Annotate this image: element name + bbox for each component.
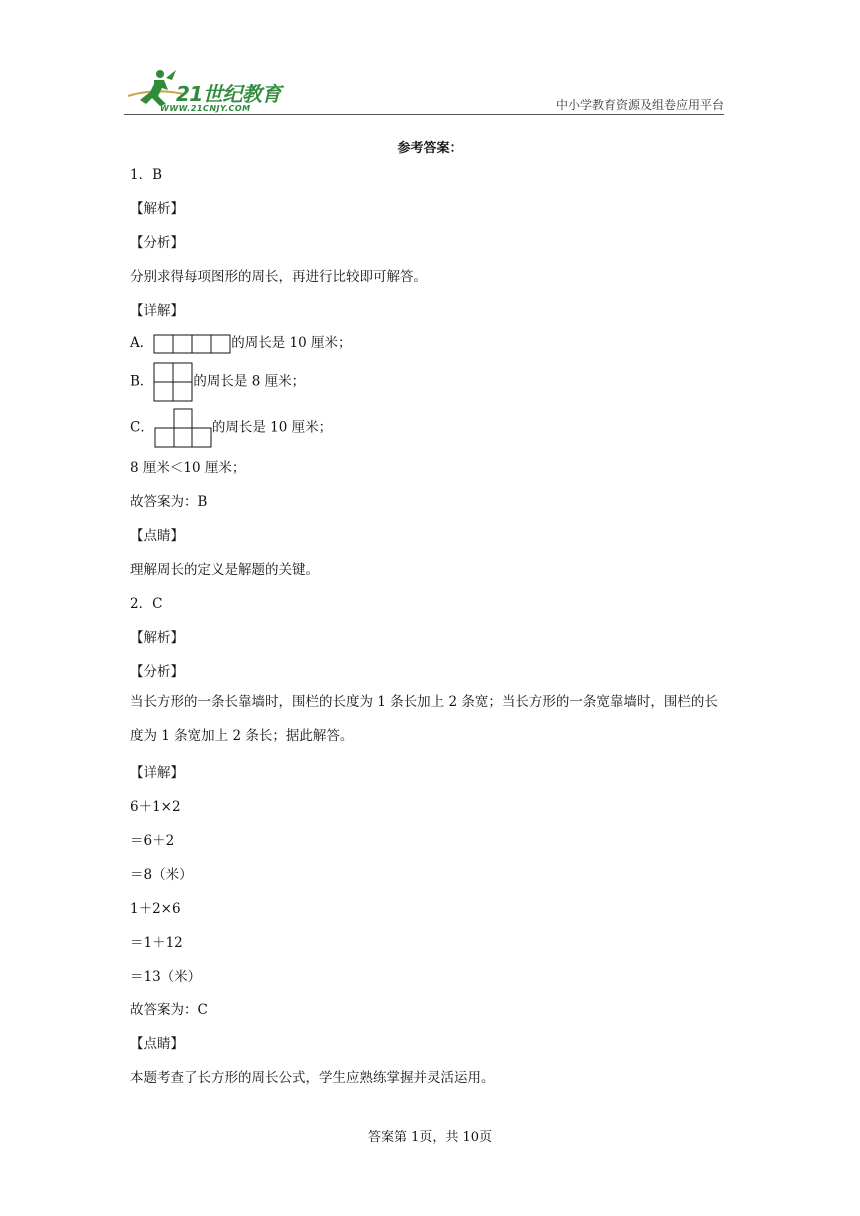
q1-analysis: 分别求得每项图形的周长，再进行比较即可解答。 <box>130 269 427 285</box>
t-shape-squares-figure <box>154 408 212 448</box>
q1-option-a <box>130 333 352 354</box>
q2-dianjing-label: 【点睛】 <box>130 1036 184 1052</box>
q2-calc-4: 1＋2×6 <box>130 901 181 917</box>
q1-option-b <box>130 362 305 402</box>
page-title: 参考答案： <box>397 141 463 156</box>
four-squares-row-figure <box>153 334 231 354</box>
brand-name: 21世纪教育 <box>176 82 281 106</box>
q1-fenxi-label: 【分析】 <box>130 235 184 251</box>
option-a-prefix: A． <box>130 335 154 351</box>
q1-tip: 理解周长的定义是解题的关键。 <box>130 562 319 578</box>
option-b-text: 的周长是 8 厘米； <box>193 373 306 390</box>
q2-calc-5: ＝1＋12 <box>130 935 183 951</box>
two-by-two-squares-figure <box>153 362 193 402</box>
q2-conclusion: 故答案为：C <box>130 1002 208 1018</box>
option-c-text: 的周长是 10 厘米； <box>211 419 333 436</box>
platform-name: 中小学教育资源及组卷应用平台 <box>555 98 724 112</box>
q1-dianjing-label: 【点睛】 <box>130 528 184 544</box>
q2-tip: 本题考查了长方形的周长公式，学生应熟练掌握并灵活运用。 <box>130 1070 495 1086</box>
q2-analysis: 当长方形的一条长靠墙时，围栏的长度为 1 条长加上 2 条宽；当长方形的一条宽靠墙时，围栏的长度为 1 条宽加上 2 条长；据此解答。 <box>130 694 718 744</box>
option-c-prefix: C． <box>130 419 154 436</box>
q2-calc-3: ＝8（米） <box>130 867 193 883</box>
q1-option-c <box>130 408 332 448</box>
page-footer: 答案第 1页，共 10页 <box>367 1130 493 1145</box>
q2-fenxi-label: 【分析】 <box>130 664 184 680</box>
q2-jiexi-label: 【解析】 <box>130 630 184 646</box>
q2-answer: 2．C <box>130 596 163 612</box>
q1-xiangjie-label: 【详解】 <box>130 303 184 319</box>
brand-url: WWW.21CNJY.COM <box>160 104 251 113</box>
q2-xiangjie-label: 【详解】 <box>130 765 184 781</box>
q2-calc-6: ＝13（米） <box>130 969 202 985</box>
q1-compare: 8 厘米＜10 厘米； <box>130 460 246 476</box>
q1-answer: 1．B <box>130 167 163 183</box>
option-a-text: 的周长是 10 厘米； <box>231 335 352 351</box>
header-divider <box>124 114 724 115</box>
q1-jiexi-label: 【解析】 <box>130 201 184 217</box>
page-header <box>124 66 724 118</box>
q2-calc-1: 6＋1×2 <box>130 799 181 815</box>
q1-conclusion: 故答案为：B <box>130 494 208 510</box>
q2-calc-2: ＝6＋2 <box>130 833 175 849</box>
option-b-prefix: B． <box>130 373 154 390</box>
